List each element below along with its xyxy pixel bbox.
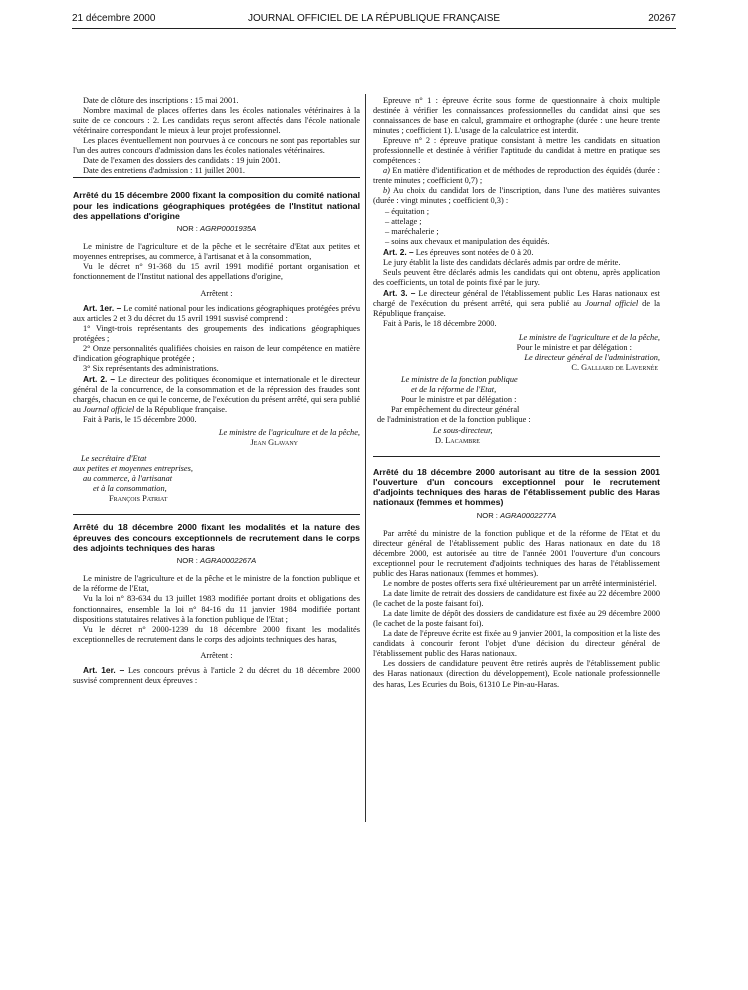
- arrete-title: Arrêté du 18 décembre 2000 fixant les modalités et la nature des épreuves des concours exceptionnels de recrutement dans le corps des adjoints techniques des haras: [73, 522, 360, 554]
- preamble-paragraph: Le ministre de l'agriculture et de la pêche et le secrétaire d'Etat aux petites et moyennes entreprises, au commerce, à l'artisanat et à la consommation,: [73, 242, 360, 262]
- article-text: Les concours prévus à l'article 2 du décret du 18 décembre 2000 susvisé comprennent deux épreuves :: [73, 665, 361, 685]
- article-text: Le directeur général de l'établissement public Les Haras nationaux est chargé de l'exécution du présent arrêté, qui sera publié au: [373, 288, 660, 308]
- intro-paragraph: Nombre maximal de places offertes dans les écoles nationales vétérinaires à la suite de ce concours : 2. Les candidats reçus seront affectés dans l'école nationale vétérinaire correspondant le mieux à leur projet professionnel.: [73, 106, 360, 136]
- list-item: – maréchalerie ;: [385, 226, 439, 236]
- arretent-heading: Arrêtent :: [200, 288, 233, 298]
- preamble-paragraph: Vu le décret n° 91-368 du 15 avril 1991 modifié portant organisation et fonctionnement de l'Institut national des appellations d'origine,: [73, 262, 360, 282]
- signature-role: [73, 454, 360, 464]
- signature-role: [373, 426, 660, 436]
- body-paragraph: Les dossiers de candidature peuvent être retirés auprès de l'établissement public des Haras nationaux (direction du développement), Ecole nationale professionnelle des haras, Les Ecuries du Bois, 61310 Le Pin-au-Haras.: [373, 659, 660, 689]
- header-date: 21 décembre 2000: [72, 13, 156, 24]
- sub-item-label: a): [383, 166, 390, 176]
- arrete-title: Arrêté du 18 décembre 2000 autorisant au titre de la session 2001 l'ouverture d'un concours exceptionnel pour le recrutement d'adjoints techniques des haras de l'établissement public des Haras nationaux (femmes et hommes): [373, 466, 660, 508]
- preamble-paragraph: Le ministre de l'agriculture et de la pêche et le ministre de la fonction publique et de la réforme de l'Etat,: [73, 574, 360, 594]
- list-item: 1° Vingt-trois représentants des groupements des indications géographiques protégées ;: [73, 323, 360, 343]
- signature-role: [73, 464, 360, 474]
- signature-role-text: Le sous-directeur,: [433, 425, 493, 435]
- signature-role-text: aux petites et moyennes entreprises,: [73, 464, 193, 474]
- right-column: [373, 96, 660, 690]
- signature-role: [373, 375, 660, 385]
- page-header: [72, 13, 676, 27]
- fait-a-paris: Fait à Paris, le 15 décembre 2000.: [83, 415, 197, 425]
- signature-delegation: de l'administration et de la fonction publique :: [377, 415, 531, 425]
- intro-paragraph: Date de l'examen des dossiers des candidats : 19 juin 2001.: [83, 156, 281, 166]
- nor-reference: [73, 224, 360, 234]
- section-separator: [73, 514, 360, 515]
- article-label: Art. 2. –: [83, 373, 116, 384]
- signature-role: [373, 353, 660, 363]
- article-paragraph: [373, 288, 660, 319]
- journal-reference: Journal officiel: [585, 298, 639, 308]
- article-text: de la République française.: [373, 298, 661, 318]
- signature-role-text: au commerce, à l'artisanat: [83, 474, 173, 484]
- fait-a-paris: Fait à Paris, le 18 décembre 2000.: [383, 319, 497, 329]
- sub-item-text: En matière d'identification et de méthodes de reproduction des équidés (durée : trente minutes ; coefficient 0,7) ;: [373, 166, 660, 186]
- signature-role: [73, 474, 360, 484]
- signature-role-text: Le directeur général de l'administration,: [524, 353, 660, 363]
- signature-name: C. Galliard de Lavernée: [571, 363, 658, 373]
- signature-role-text: Le ministre de la fonction publique: [401, 375, 518, 385]
- list-item: 3° Six représentants des administrations.: [83, 363, 219, 373]
- article-label: Art. 1er. –: [83, 302, 122, 313]
- signature-role-text: Le ministre de l'agriculture et de la pêche,: [218, 428, 360, 438]
- article-label: Art. 2. –: [383, 246, 414, 257]
- nor-label: NOR :: [176, 556, 198, 566]
- left-column: [73, 96, 360, 686]
- list-item: – équitation ;: [385, 206, 430, 216]
- signature-role: [73, 484, 360, 494]
- signature-role: [73, 428, 360, 438]
- epreuve-paragraph: Epreuve n° 2 : épreuve pratique consistant à mettre les candidats en situation professionnelle et destinée à vérifier l'aptitude du candidat à mettre en pratique ses compétences :: [373, 136, 660, 166]
- signature-name: Jean Glavany: [250, 438, 298, 448]
- article-label: Art. 1er. –: [83, 664, 125, 675]
- list-item: – attelage ;: [385, 216, 422, 226]
- signature-block: [373, 333, 660, 373]
- body-paragraph: La date limite de dépôt des dossiers de candidature est fixée au 29 décembre 2000 (le cachet de la poste faisant foi).: [373, 609, 660, 629]
- journal-reference: Journal officiel: [82, 405, 135, 415]
- signature-delegation: Pour le ministre et par délégation :: [401, 395, 517, 405]
- signature-role-text: et de la réforme de l'Etat,: [411, 385, 497, 395]
- header-journal-title: JOURNAL OFFICIEL DE LA RÉPUBLIQUE FRANÇAISE: [247, 13, 501, 24]
- signature-role-text: et à la consommation,: [93, 484, 167, 494]
- list-item: – soins aux chevaux et manipulation des équidés.: [385, 236, 550, 246]
- body-paragraph: Seuls peuvent être déclarés admis les candidats qui ont obtenu, après application des coefficients, un total de points fixé par le jury.: [373, 267, 660, 287]
- column-divider: [365, 94, 366, 822]
- intro-paragraph: Date de clôture des inscriptions : 15 mai 2001.: [83, 96, 239, 105]
- nor-code: AGRA0002267A: [200, 556, 257, 566]
- signature-block: [73, 454, 360, 504]
- epreuve-sub-item: [373, 186, 660, 206]
- nor-label: NOR :: [476, 510, 498, 520]
- intro-paragraph: Date des entretiens d'admission : 11 juillet 2001.: [83, 166, 246, 176]
- signature-role-text: Le secrétaire d'Etat: [81, 454, 147, 464]
- section-separator: [373, 456, 660, 457]
- nor-reference: [373, 511, 660, 521]
- body-paragraph: Par arrêté du ministre de la fonction publique et de la réforme de l'Etat et du directeur général de l'établissement public des Haras nationaux en date du 18 décembre 2000, est autorisée au titre de l'année 2001 l'ouverture d'un concours exceptionnel pour le recrutement d'adjoints techniques des haras de l'établissement public des Haras nationaux (femmes et hommes).: [373, 528, 660, 579]
- sub-item-text: Au choix du candidat lors de l'inscription, dans l'une des matières suivantes (durée : vingt minutes ; coefficient 0,3) :: [373, 186, 660, 206]
- header-rule: [72, 28, 676, 29]
- signature-role: [373, 333, 660, 343]
- signature-name: D. Lacambre: [435, 435, 480, 445]
- signature-delegation: Par empêchement du directeur général: [391, 405, 520, 415]
- epreuve-sub-item: [373, 166, 660, 186]
- article-label: Art. 3. –: [383, 287, 416, 298]
- signature-role-text: Le ministre de l'agriculture et de la pêche,: [518, 333, 660, 343]
- body-paragraph: La date de l'épreuve écrite est fixée au 9 janvier 2001, la composition et la liste des candidats à concourir feront l'objet d'une décision du directeur général de l'établissement public des Haras nationaux.: [373, 629, 660, 659]
- nor-reference: [73, 556, 360, 566]
- arretent-heading: Arrêtent :: [200, 650, 233, 660]
- header-page-number: 20267: [648, 13, 676, 24]
- article-text: de la République française.: [134, 405, 228, 415]
- body-paragraph: La date limite de retrait des dossiers de candidature est fixée au 22 décembre 2000 (le cachet de la poste faisant foi).: [373, 589, 660, 609]
- signature-role: [373, 385, 660, 395]
- preamble-paragraph: Vu le décret n° 2000-1239 du 18 décembre 2000 fixant les modalités exceptionnelles de recrutement dans le corps des adjoints techniques des haras,: [73, 624, 360, 644]
- signature-delegation: Pour le ministre et par délégation :: [516, 343, 632, 353]
- sub-item-label: b): [383, 186, 390, 196]
- signature-block: [373, 375, 660, 445]
- article-text: Les épreuves sont notées de 0 à 20.: [415, 247, 534, 257]
- article-text: Le directeur des politiques économique et internationale et le directeur général de la concurrence, de la consommation et de la répression des fraudes sont chargés, chacun en ce qui le concerne, de l'exécution du présent arrêté, qui sera publié au: [73, 374, 360, 415]
- signature-name: François Patriat: [109, 494, 168, 504]
- list-item: 2° Onze personnalités qualifiées choisies en raison de leur compétence en matière d'indication géographique protégée ;: [73, 343, 360, 363]
- article-paragraph: [73, 665, 360, 686]
- intro-paragraph: Les places éventuellement non pourvues à ce concours ne sont pas reportables sur l'un des autres concours d'admission dans les écoles nationales vétérinaires.: [73, 136, 360, 156]
- body-paragraph: Le nombre de postes offerts sera fixé ultérieurement par un arrêté interministériel.: [383, 579, 657, 589]
- body-paragraph: Le jury établit la liste des candidats déclarés admis par ordre de mérite.: [383, 257, 621, 267]
- preamble-paragraph: Vu la loi n° 83-634 du 13 juillet 1983 modifiée portant droits et obligations des fonctionnaires, ensemble la loi n° 84-16 du 11 janvier 1984 modifiée portant dispositions statutaires relatives à la fonction publique de l'Etat ;: [73, 594, 360, 624]
- article-paragraph: [73, 303, 360, 324]
- section-separator: [73, 177, 360, 178]
- nor-code: AGRA0002277A: [500, 510, 557, 520]
- article-text: Le comité national pour les indications géographiques protégées prévu aux articles 2 et 3 du décret du 15 avril 1991 susvisé comprend :: [73, 303, 360, 323]
- article-paragraph: [73, 374, 360, 415]
- arrete-title: Arrêté du 15 décembre 2000 fixant la composition du comité national pour les indications géographiques protégées de l'Institut national des appellations d'origine: [73, 190, 360, 221]
- nor-label: NOR :: [176, 224, 198, 234]
- epreuve-paragraph: Epreuve n° 1 : épreuve écrite sous forme de questionnaire à choix multiple destinée à vérifier les connaissances professionnelles du candidat ainsi que ses connaissances de base en calcul, grammaire et orthographe (durée : une heure trente minutes ; coefficient 1). L'usage de la calculatrice est interdit.: [373, 96, 660, 136]
- article-paragraph: [373, 247, 660, 258]
- nor-code: AGRP0001935A: [200, 224, 257, 234]
